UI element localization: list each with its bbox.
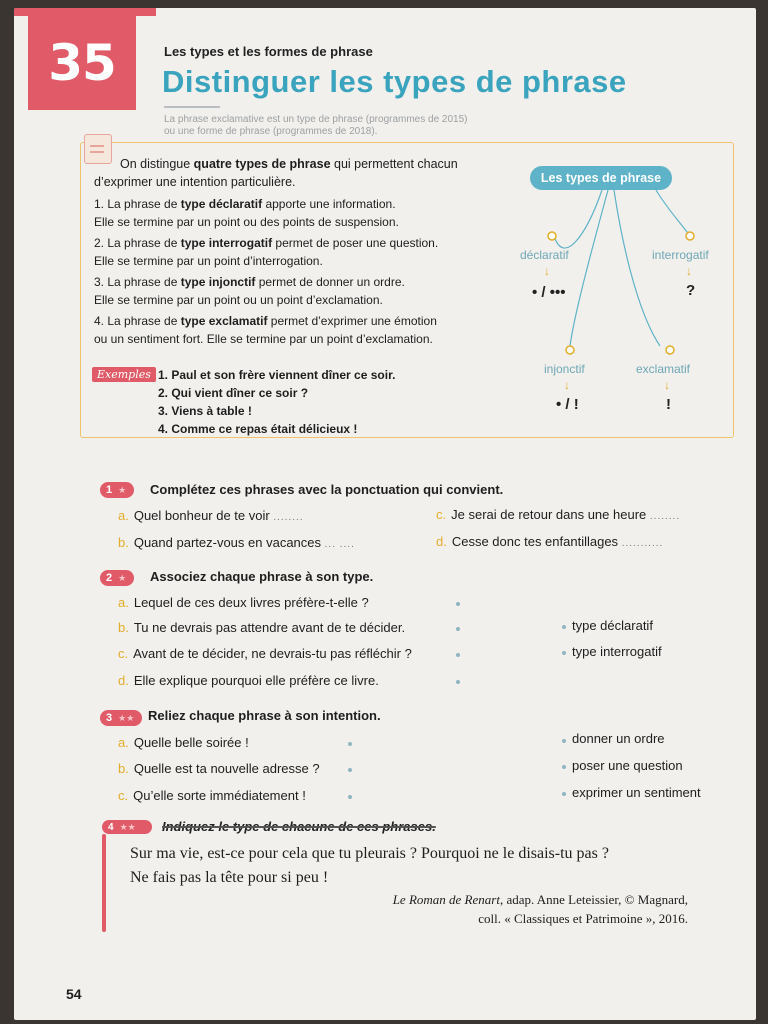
rule-item-text: 4. La phrase de — [94, 314, 181, 328]
branch-exclamatif — [614, 190, 660, 346]
item-letter: b. — [118, 535, 129, 550]
exercise-item — [118, 646, 412, 661]
item-letter: b. — [118, 620, 129, 635]
exercise-number: 1 — [106, 484, 113, 496]
literary-quote — [130, 842, 710, 890]
exercise-item — [118, 620, 405, 635]
item-text: Quelle est ta nouvelle adresse ? — [133, 761, 320, 776]
lesson-category: Les types et les formes de phrase — [164, 44, 373, 59]
difficulty-star-icon: ★★ — [119, 821, 136, 832]
diagram-punct-injonctif: • / ! — [556, 396, 579, 413]
exercise-item — [118, 735, 249, 750]
exercise-side-bar — [102, 834, 106, 932]
item-letter: b. — [118, 761, 129, 776]
diagram-punct-exclamatif: ! — [666, 396, 671, 413]
link-dot[interactable] — [456, 627, 460, 631]
source-line — [326, 890, 688, 909]
rule-item-text: 3. La phrase de — [94, 275, 181, 289]
rule-item-ending: Elle se termine par un point ou un point d’exclamation. — [94, 292, 383, 307]
exercise-badge — [100, 570, 134, 586]
item-text: Qu’elle sorte immédiatement ! — [133, 788, 306, 803]
item-text: Quelle belle soirée ! — [133, 735, 249, 750]
type-target: type déclaratif — [572, 618, 653, 633]
rule-item-term: type injonctif — [180, 275, 256, 289]
item-text: Je serai de retour dans une heure — [451, 507, 647, 522]
exercise-item — [118, 508, 304, 523]
item-letter: a. — [118, 595, 129, 610]
rule-item-text: permet de poser une question. — [272, 236, 439, 250]
arrow-down-icon: ↓ — [544, 264, 550, 278]
source-title: Le Roman de Renart — [392, 892, 500, 907]
rule-item-text: permet d’exprimer une émotion — [267, 314, 437, 328]
exercise-instruction: Associez chaque phrase à son type. — [150, 569, 374, 584]
diagram-punct-interrogatif: ? — [686, 282, 696, 299]
intention-target: donner un ordre — [572, 731, 665, 746]
lesson-tab-bar — [14, 8, 156, 16]
exercise-instruction: Reliez chaque phrase à son intention. — [148, 708, 381, 723]
program-note-line: ou une forme de phrase (programmes de 2018). — [164, 126, 378, 137]
link-dot[interactable] — [348, 768, 352, 772]
item-letter: c. — [118, 646, 129, 661]
rule-intro-start: On distingue — [120, 157, 194, 171]
exercise-item — [118, 595, 369, 610]
quote-line: Sur ma vie, est-ce pour cela que tu pleurais ? Pourquoi ne le disais-tu pas ? — [130, 845, 609, 862]
difficulty-star-icon: ★ — [118, 484, 127, 495]
rule-item-ending: Elle se termine par un point ou des points de suspension. — [94, 214, 399, 229]
title-underline — [164, 106, 220, 108]
exercise-instruction: Indiquez le type de chacune de ces phrases. — [162, 819, 436, 834]
exercise-instruction: Complétez ces phrases avec la ponctuation qui convient. — [150, 482, 504, 497]
exercise-item — [118, 788, 306, 803]
exercise-item — [436, 534, 663, 549]
rule-item-interrogatif — [94, 235, 494, 270]
item-text: Tu ne devrais pas attendre avant de te décider. — [133, 620, 406, 635]
page-title: Distinguer les types de phrase — [162, 64, 627, 99]
diagram-label-injonctif: injonctif — [544, 362, 585, 376]
exercise-badge — [102, 820, 152, 834]
rule-intro-bold: quatre types de phrase — [193, 157, 331, 171]
rule-item-term: type interrogatif — [180, 236, 273, 250]
difficulty-star-icon: ★★ — [118, 712, 135, 723]
difficulty-star-icon: ★ — [118, 572, 127, 583]
source-line: coll. « Classiques et Patrimoine », 2016. — [478, 911, 688, 926]
diagram-label-exclamatif: exclamatif — [636, 362, 691, 376]
link-dot[interactable] — [562, 739, 566, 743]
exercise-item — [436, 507, 680, 522]
rule-item-injonctif — [94, 274, 494, 309]
arrow-down-icon: ↓ — [564, 378, 570, 392]
link-dot[interactable] — [456, 680, 460, 684]
link-dot[interactable] — [456, 602, 460, 606]
rule-item-declaratif — [94, 196, 494, 231]
diagram-punct-declaratif: • / ••• — [532, 284, 566, 301]
arrow-down-icon: ↓ — [686, 264, 692, 278]
link-dot[interactable] — [562, 651, 566, 655]
node-dot — [566, 346, 574, 354]
link-dot[interactable] — [562, 625, 566, 629]
answer-blank[interactable]: ........ — [273, 512, 304, 523]
intention-target: poser une question — [572, 758, 683, 773]
rule-item-text: permet de donner un ordre. — [255, 275, 405, 289]
quote-source — [326, 890, 688, 928]
answer-blank[interactable]: ... .... — [324, 539, 355, 550]
branch-interrogatif — [656, 190, 690, 236]
item-text: Cesse donc tes enfantillages — [451, 534, 619, 549]
rule-item-text: 2. La phrase de — [94, 236, 181, 250]
example-item: 4. Comme ce repas était délicieux ! — [158, 422, 358, 436]
rule-item-ending: ou un sentiment fort. Elle se termine par un point d’exclamation. — [94, 331, 433, 346]
rule-item-term: type déclaratif — [180, 197, 263, 211]
item-text: Quel bonheur de te voir — [133, 508, 270, 523]
rule-intro-end: qui permettent chacun d’exprimer une intention particulière. — [94, 157, 458, 189]
program-note-line: La phrase exclamative est un type de phrase (programmes de 2015) — [164, 114, 468, 125]
item-text: Quand partez-vous en vacances — [133, 535, 322, 550]
page-number: 54 — [66, 986, 82, 1002]
type-target: type interrogatif — [572, 644, 662, 659]
exercise-badge — [100, 710, 142, 726]
branch-injonctif — [570, 190, 608, 346]
item-letter: a. — [118, 735, 129, 750]
types-diagram — [490, 156, 730, 436]
exercise-badge — [100, 482, 134, 498]
item-text: Avant de te décider, ne devrais-tu pas réfléchir ? — [133, 646, 412, 661]
rule-item-ending: Elle se termine par un point d’interrogation. — [94, 253, 323, 268]
rule-item-text: apporte une information. — [262, 197, 396, 211]
node-dot — [686, 232, 694, 240]
textbook-page — [14, 8, 756, 1020]
exercise-item — [118, 535, 355, 550]
item-letter: c. — [436, 507, 447, 522]
link-dot[interactable] — [348, 795, 352, 799]
rule-text — [94, 156, 494, 352]
example-item: 2. Qui vient dîner ce soir ? — [158, 386, 309, 400]
arrow-down-icon: ↓ — [664, 378, 670, 392]
link-dot[interactable] — [562, 765, 566, 769]
exercise-number: 2 — [106, 572, 113, 584]
examples-list — [158, 366, 395, 438]
link-dot[interactable] — [456, 653, 460, 657]
rule-item-text: 1. La phrase de — [94, 197, 181, 211]
answer-blank[interactable]: ........... — [621, 538, 664, 549]
item-letter: d. — [118, 673, 129, 688]
node-dot — [548, 232, 556, 240]
source-credit: , adap. Anne Leteissier, © Magnard, — [499, 892, 688, 907]
item-letter: a. — [118, 508, 129, 523]
exercise-number: 3 — [106, 712, 113, 724]
node-dot — [666, 346, 674, 354]
diagram-label-declaratif: déclaratif — [520, 248, 569, 262]
examples-label: Exemples — [92, 367, 156, 382]
example-item: 3. Viens à table ! — [158, 404, 252, 418]
program-note — [164, 114, 584, 138]
lesson-number: 35 — [28, 16, 136, 110]
diagram-title: Les types de phrase — [530, 166, 672, 190]
exercise-item — [118, 673, 379, 688]
item-letter: c. — [118, 788, 129, 803]
rule-item-term: type exclamatif — [180, 314, 268, 328]
diagram-label-interrogatif: interrogatif — [652, 248, 709, 262]
rule-intro — [94, 156, 494, 191]
intention-target: exprimer un sentiment — [572, 785, 701, 800]
example-item: 1. Paul et son frère viennent dîner ce soir. — [158, 368, 396, 382]
answer-blank[interactable]: ........ — [649, 511, 681, 522]
exercise-item — [118, 761, 320, 776]
item-text: Elle explique pourquoi elle préfère ce livre. — [133, 673, 379, 688]
item-letter: d. — [436, 534, 447, 549]
link-dot[interactable] — [348, 742, 352, 746]
rule-item-exclamatif — [94, 313, 494, 348]
exercise-number: 4 — [108, 821, 114, 833]
link-dot[interactable] — [562, 792, 566, 796]
item-text: Lequel de ces deux livres préfère-t-elle ? — [133, 595, 369, 610]
quote-line: Ne fais pas la tête pour si peu ! — [130, 869, 329, 886]
